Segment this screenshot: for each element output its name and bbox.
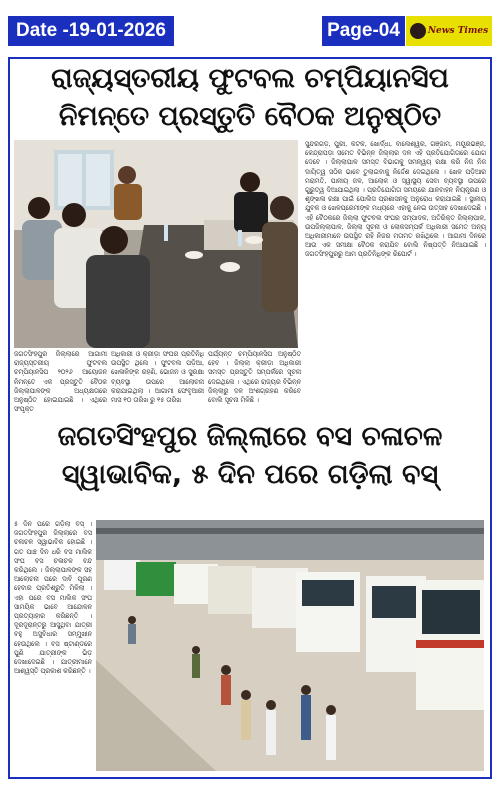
article2-headline [10,418,490,494]
bus-stand-photo [96,520,484,771]
page-number: Page-04 [322,16,405,46]
article1-column-3: ପର୍ଯ୍ୟନ୍ତ ଚମ୍ପିୟାନସିପ ଅନୁଷ୍ଠିତ ହେବ । ଜିଲ୍ଲା କ୍ରୀଡ଼ା ଅଧିକାରୀ ସମସ୍ତ ପ୍ରସ୍ତୁତି ସମ୍ପର୍କରେ ସୂଚନା ଦେଇଥିଲେ । ଏଥିରେ ରାଜ୍ୟର ବିଭିନ୍ନ ଜିଲ୍ଲାରୁ ଦଳ ଅଂଶଗ୍ରହଣ କରିବେ ବୋଲି ସୂଚନା ମିଳିଛି । [208,350,301,405]
article1-headline [10,60,490,136]
article2-headline-line2: ସ୍ୱାଭାବିକ, ୫ ଦିନ ପରେ ଗଡ଼ିଲା ବସ୍ [61,459,439,490]
publication-logo [406,16,492,46]
date-label: Date -19-01-2026 [8,16,174,46]
article1-headline-line2: ନିମନ୍ତେ ପ୍ରସ୍ତୁତି ବୈଠକ ଅନୁଷ୍ଠିତ [58,101,442,132]
logo-text: News Times [427,26,489,36]
article2-headline-line1: ଜଗତସିଂହପୁର ଜିଲ୍ଲାରେ ବସ ଚଳାଚଳ [57,421,443,452]
article1-column-4: ସୁନ୍ଦରଗଡ଼, ପୁରୀ, କଟକ, ଖୋର୍ଦ୍ଧା, ବାଲେଶ୍ୱର, ଗଞ୍ଜାମ, ମୟୂରଭଞ୍ଜ, କେନ୍ଦ୍ରାପଡ଼ା ସମେତ ବିଭିନ୍ନ ଜିଲ୍ଲାର ଦଳ ଏହି ପ୍ରତିଯୋଗିତାରେ ଯୋଗ ଦେବେ । ଜିଲ୍ଲାପାଳ ସମସ୍ତ ବିଭାଗକୁ ସମନ୍ୱୟ ରକ୍ଷା କରି ନିଜ ନିଜ ଦାୟିତ୍ୱ ସଠିକ ଭାବେ ତୁଲାଇବାକୁ ନିର୍ଦ୍ଦେଶ ଦେଇଥିଲେ । ଖେଳ ପଡ଼ିଆର ମରାମତି, ପାନୀୟ ଜଳ, ଆଲୋକ ଓ ସ୍ୱାସ୍ଥ୍ୟ ସେବା ବ୍ୟବସ୍ଥା ଉପରେ ଗୁରୁତ୍ୱ ଦିଆଯାଇଥିଲା । ପ୍ରତିଯୋଗିତା ସମୟରେ ଯାନବାହନ ନିୟନ୍ତ୍ରଣ ଓ ଶୃଙ୍ଖଳା ରକ୍ଷା ପାଇଁ ପୋଲିସ ପ୍ରଶାସନକୁ ଅନୁରୋଧ କରାଯାଇଛି । ସ୍ଥାନୀୟ ଯୁବକ ଓ ଖେଳପ୍ରେମୀଙ୍କ ମଧ୍ୟରେ ଏହାକୁ ନେଇ ଉତ୍ସାହ ଦେଖାଦେଇଛି । ଏହି ବୈଠକରେ ଜିଲ୍ଲା ଫୁଟବଲ ସଂଘର ସମ୍ପାଦକ, ଅତିରିକ୍ତ ଜିଲ୍ଲାପାଳ, ଉପଜିଲ୍ଲାପାଳ, ଜିଲ୍ଲା ସୂଚନା ଓ ଲୋକସମ୍ପର୍କ ଅଧିକାରୀ ସମେତ ଅନ୍ୟ ଅଧିକାରୀମାନେ ଉପସ୍ଥିତ ରହି ନିଜର ମତାମତ ରଖିଥିଲେ । ଆଗାମୀ ଦିନରେ ଆଉ ଏକ ସମୀକ୍ଷା ବୈଠକ କରାଯିବ ବୋଲି ନିଷ୍ପତ୍ତି ନିଆଯାଇଛି । ଜଗତସିଂହପୁରରୁ ଆମ ପ୍ରତିନିଧିଙ୍କ ରିପୋର୍ଟ । [305,140,486,259]
article2-column-1: ୫ ଦିନ ପରେ ଗଡ଼ିଲା ବସ୍ । ଜଗତସିଂହପୁର ଜିଲ୍ଲାରେ ବସ ଚଳାଚଳ ସ୍ୱାଭାବିକ ହୋଇଛି । ଗତ ପାଞ୍ଚ ଦିନ ଧରି ବସ ମାଲିକ ସଂଘ ବସ ଚଳାଚଳ ବନ୍ଦ କରିଥିଲେ । ଜିଲ୍ଲାପାଳଙ୍କ ସହ ଆଲୋଚନା ପରେ ଦାବି ପୂରଣ ହେବାର ପ୍ରତିଶ୍ରୁତି ମିଳିଲା । ଏହା ପରେ ବସ ମାଲିକ ସଂଘ ସାମୟିକ ଭାବେ ଆନ୍ଦୋଳନ ପ୍ରତ୍ୟାହାର କରିଛନ୍ତି । ଦୂରଦୂରାନ୍ତରୁ ଆସୁଥିବା ଯାତ୍ରୀ ବହୁ ଅସୁବିଧାର ସମ୍ମୁଖୀନ ହେଉଥିଲେ । ବସ ଷ୍ଟାଣ୍ଡରେ ପୁଣି ଯାତ୍ରୀଙ୍କ ଭିଡ଼ ଦେଖାଦେଇଛି । ଯାତ୍ରୀମାନେ ଆଶ୍ୱସ୍ତି ପ୍ରକାଶ କରିଛନ୍ତି । [14,520,92,676]
meeting-photo [14,140,298,348]
article1-column-1: ଜଗତସିଂହପୁର ଜିଲ୍ଲାରେ ଆଗାମୀ ରାଜ୍ୟସ୍ତରୀୟ ଫୁଟବଲ ଚମ୍ପିୟାନସିପ ୨୦୨୬ ଆୟୋଜନ ନିମନ୍ତେ ଏକ ପ୍ରସ୍ତୁତି ବୈଠକ ଜିଲ୍ଲାପାଳଙ୍କ ଅଧ୍ୟକ୍ଷତାରେ ଅନୁଷ୍ଠିତ ହୋଇଯାଇଛି । ଏଥିରେ ସଂପୃକ୍ତ [14,350,107,414]
article1-headline-line1: ରାଜ୍ୟସ୍ତରୀୟ ଫୁଟବଲ ଚମ୍ପିୟାନସିପ [51,63,449,94]
page-header [8,7,492,51]
article1-column-2: ଅଧିକାରୀ ଓ କ୍ରୀଡ଼ା ସଂଘର ପ୍ରତିନିଧି ଉପସ୍ଥିତ ଥିଲେ । ଫୁଟବଲ ପଡ଼ିଆ, ଖେଳାଳିଙ୍କ ରହଣି, ଭୋଜନ ଓ ସୁରକ୍ଷା ବ୍ୟବସ୍ଥା ଉପରେ ଆଲୋଚନା କରାଯାଇଥିଲା । ଆଗାମୀ ଫେବୃଆରୀ ମାସ ୧୦ ତାରିଖ ରୁ ୧୫ ତାରିଖ [111,350,204,405]
logo-icon [410,23,426,39]
